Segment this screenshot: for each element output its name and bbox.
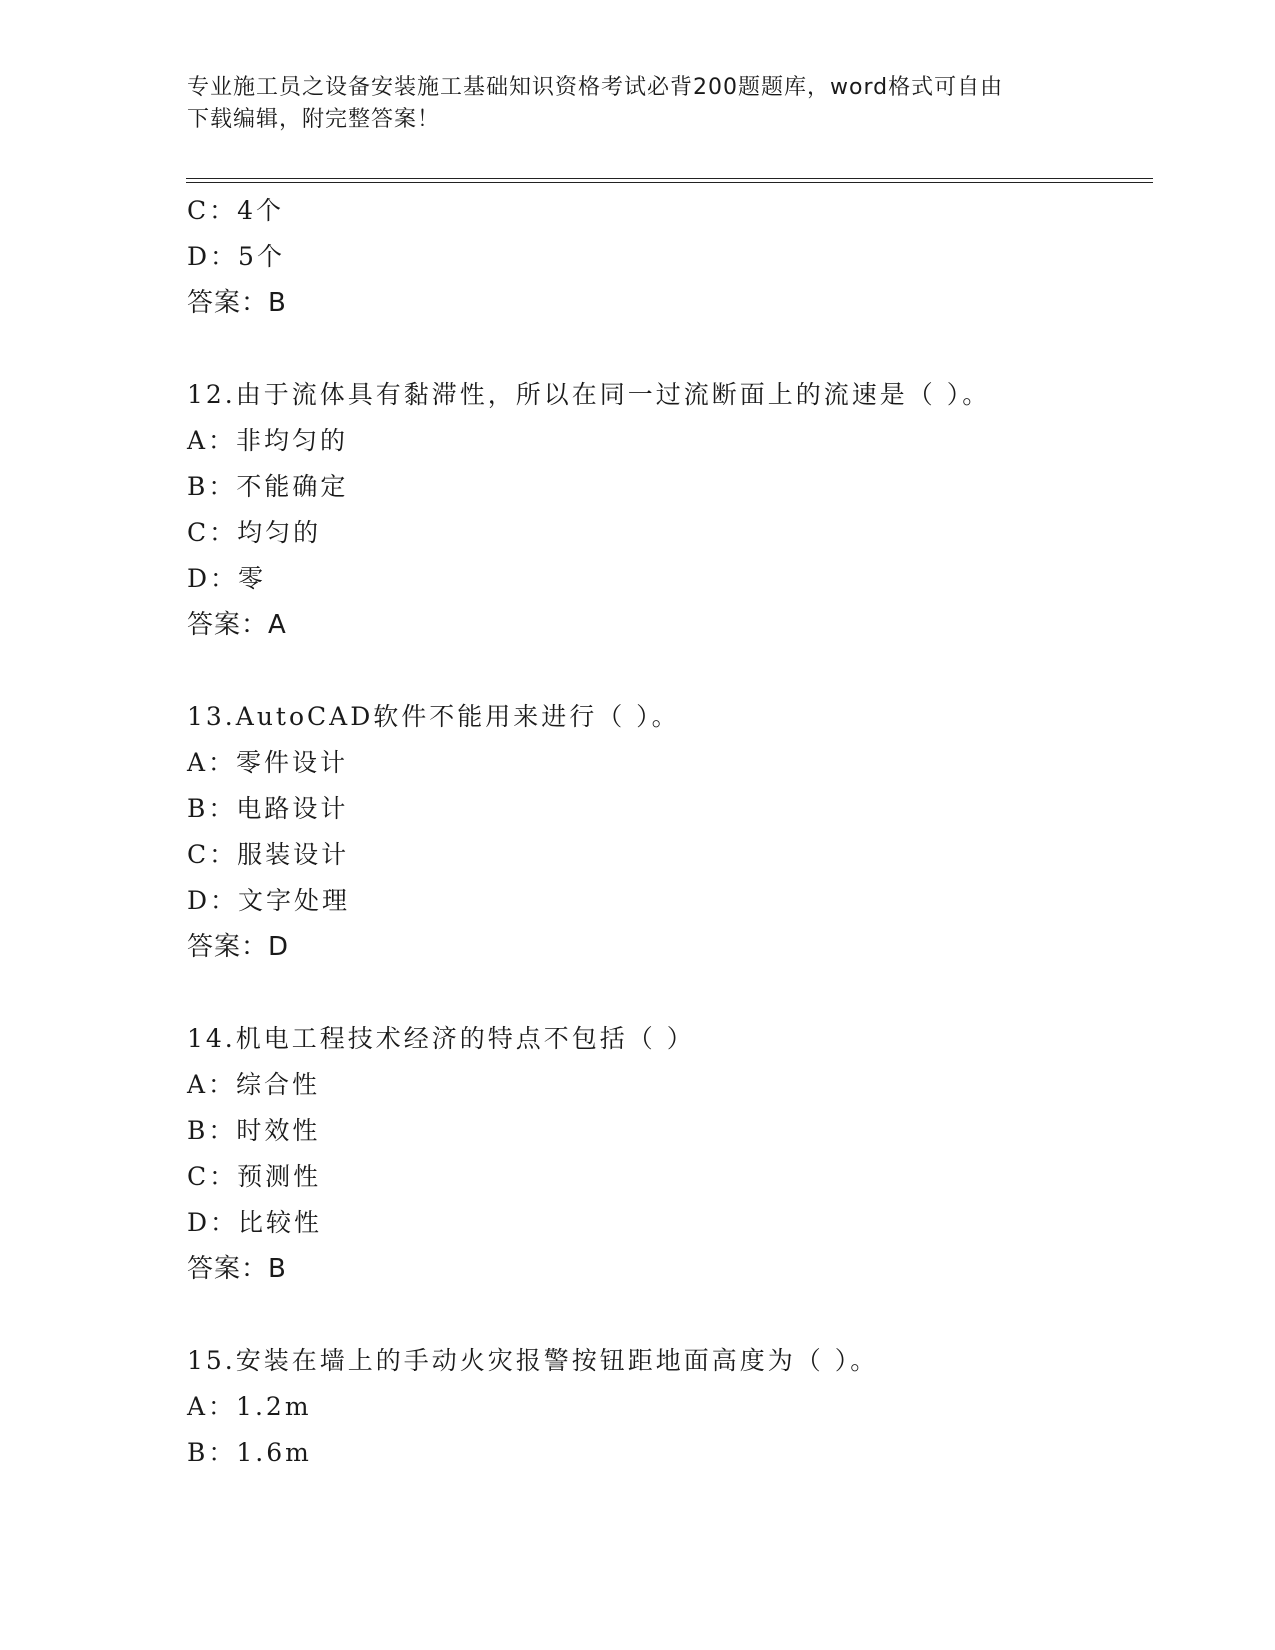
answer: 答案：A	[187, 610, 287, 640]
question-12	[187, 372, 1147, 648]
question-14	[187, 1016, 1147, 1292]
option-d: D：文字处理	[187, 886, 351, 915]
spacer	[187, 1292, 1147, 1338]
option-d: D：零	[187, 564, 267, 593]
document-header	[187, 72, 1087, 136]
header-line-1: 专业施工员之设备安装施工基础知识资格考试必背200题题库，word格式可自由	[187, 75, 1004, 100]
option-c: C：预测性	[187, 1162, 322, 1191]
option-c: C：服装设计	[187, 840, 350, 869]
option-b: B：不能确定	[187, 472, 349, 501]
question-list	[187, 188, 1147, 1476]
option-d: D：5个	[187, 242, 285, 271]
option-a: A：零件设计	[187, 748, 349, 777]
spacer	[187, 648, 1147, 694]
question-15	[187, 1338, 1147, 1476]
answer: 答案：B	[187, 288, 287, 318]
option-c: C：均匀的	[187, 518, 322, 547]
answer: 答案：B	[187, 1254, 287, 1284]
question-stem: 15.安装在墙上的手动火灾报警按钮距地面高度为（ ）。	[187, 1346, 879, 1375]
header-rule-bottom	[186, 182, 1153, 183]
option-a: A：1.2m	[187, 1392, 312, 1421]
option-b: B：电路设计	[187, 794, 349, 823]
question-stem: 12.由于流体具有黏滞性，所以在同一过流断面上的流速是（ ）。	[187, 380, 991, 409]
answer: 答案：D	[187, 932, 290, 962]
option-b: B：1.6m	[187, 1438, 312, 1467]
question-13	[187, 694, 1147, 970]
spacer	[187, 326, 1147, 372]
question-stem: 14.机电工程技术经济的特点不包括（ ）	[187, 1024, 695, 1053]
option-b: B：时效性	[187, 1116, 321, 1145]
header-line-2: 下载编辑，附完整答案！	[187, 107, 441, 132]
question-stem: 13.AutoCAD软件不能用来进行（ ）。	[187, 702, 680, 731]
header-rule-top	[186, 178, 1153, 179]
option-a: A：非均匀的	[187, 426, 349, 455]
spacer	[187, 970, 1147, 1016]
option-d: D：比较性	[187, 1208, 323, 1237]
option-c: C：4个	[187, 196, 285, 225]
option-a: A：综合性	[187, 1070, 321, 1099]
